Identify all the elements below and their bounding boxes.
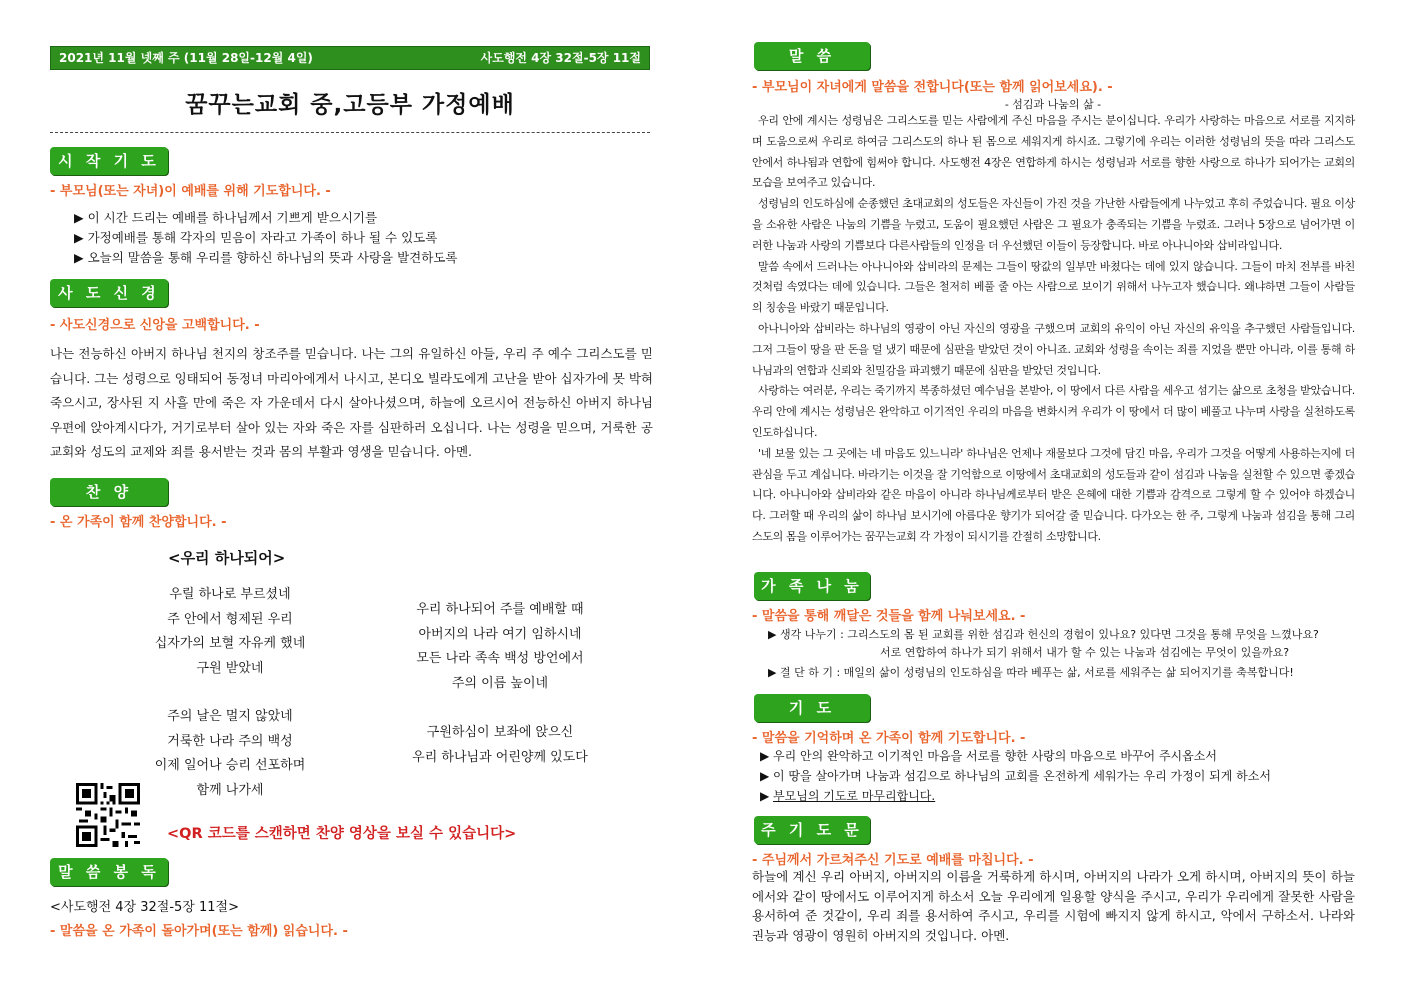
opening-prayer-item-1: ▶ 이 시간 드리는 예배를 하나님께서 기쁘게 받으시기를 — [74, 210, 378, 225]
passage-reference: 사도행전 4장 32절-5장 11절 — [480, 51, 641, 65]
opening-prayer-item-3: ▶ 오늘의 말씀을 통해 우리를 향하신 하나님의 뜻과 사랑을 발견하도록 — [74, 250, 458, 265]
opening-prayer-subtitle: - 부모님(또는 자녀)이 예배를 위해 기도합니다. - — [50, 184, 331, 199]
sermon-heading: - 섬김과 나눔의 삶 - — [1004, 98, 1102, 111]
creed-badge: 사 도 신 경 — [50, 279, 168, 307]
sermon-paragraph: 사랑하는 여러분, 우리는 죽기까지 복종하셨던 예수님을 본받아, 이 땅에서 다른 사람을 세우고 섬기는 삶으로 초청을 받았습니다. 우리 안에 계시는 성령님은 완악하고 이기적인 우리의 마음을 변화시켜 우리가 이 땅에서 더 많이 베풀고 나누며 사랑을 실천하도록 인도하십니다. — [752, 384, 1355, 439]
lords-prayer-badge: 주 기 도 문 — [754, 816, 870, 844]
lyric-line: 주 안에서 형제된 우리 — [167, 611, 293, 627]
sharing-question-1 — [768, 626, 1319, 642]
sharing-decision — [768, 664, 1294, 680]
scripture-subtitle: - 말씀을 온 가족이 돌아가며(또는 함께) 읽습니다. - — [50, 924, 348, 939]
sermon-body — [752, 111, 1355, 548]
prayer-subtitle: - 말씀을 기억하며 온 가족이 함께 기도합니다. - — [752, 731, 1026, 746]
opening-prayer-badge: 시 작 기 도 — [50, 147, 168, 175]
prayer-badge: 기 도 — [754, 694, 870, 722]
lords-prayer-text: 하늘에 계신 우리 아버지, 아버지의 이름을 거룩하게 하시며, 아버지의 나라가 오게 하시며, 아버지의 뜻이 하늘에서와 같이 땅에서도 이루어지게 하소서 오늘 우리에게 일용할 양식을 주시고, 우리가 우리에게 잘못한 사람을 용서하여 준 것같이, 우리 죄를 용서하여 주시고, 우리를 시험에 빠지지 않게 하시고, 악에서 구하소서. 나라와 권능과 영광이 영원히 아버지의 것입니다. 아멘. — [752, 869, 1355, 943]
lyric-line: 우리 하나되어 주를 예배할 때 — [416, 602, 584, 617]
prayer-item-3-text: 부모님의 기도로 마무리합니다. — [773, 789, 936, 803]
date-range: 2021년 11월 넷째 주 (11월 28일-12월 4일) — [59, 51, 313, 65]
sermon-badge: 말 씀 — [754, 42, 870, 70]
sermon-paragraph: 우리 안에 계시는 성령님은 그리스도를 믿는 사람에게 주신 마음을 주시는 분이십니다. 우리가 사랑하는 마음으로 서로를 지지하며 도움으로써 우리로 하여금 그리스도의 하나 된 몸으로 세워지게 하시죠. 그렇기에 우리는 이러한 성령님의 뜻을 따라 그리스도 안에서 하나됨과 연합에 힘써야 합니다. 사도행전 4장은 연합하게 하시는 성령님과 서로를 향한 사랑으로 하나가 되어가는 교회의 모습을 보여주고 있습니다. — [752, 114, 1355, 190]
lyric-line: 우리 하나님과 어린양께 있도다 — [412, 749, 588, 765]
sharing-question-1-line-2: 서로 연합하여 하나가 되기 위해서 내가 할 수 있는 나눔과 섬김에는 무엇이 있을까요? — [880, 646, 1290, 659]
lyric-line: 구원하심이 보좌에 앉으신 — [426, 725, 574, 740]
praise-subtitle: - 온 가족이 함께 찬양합니다. - — [50, 515, 227, 530]
family-sharing-badge: 가 족 나 눔 — [754, 572, 870, 600]
song-title: <우리 하나되어> — [168, 549, 286, 567]
lyric-line: 이제 일어나 승리 선포하며 — [154, 758, 306, 773]
qr-code-icon[interactable] — [76, 783, 140, 847]
sharing-question-1-text: 그리스도의 몸 된 교회를 위한 섬김과 헌신의 경험이 있나요? 있다면 그것을 통해 무엇을 느꼈나요? — [847, 628, 1319, 641]
lyric-line: 주의 날은 멀지 않았네 — [167, 709, 293, 724]
lyric-line: 십자가의 보혈 자유케 했네 — [154, 636, 306, 651]
lyric-line: 주의 이름 높이네 — [451, 675, 549, 691]
prayer-item-3-bullet: ▶ — [760, 789, 774, 803]
qr-note: <QR 코드를 스캔하면 찬양 영상을 보실 수 있습니다> — [167, 826, 517, 842]
lyric-line: 구원 받았네 — [196, 660, 264, 676]
sharing-decision-label: ▶ 결 단 하 기 : — [768, 666, 844, 679]
dashed-divider — [50, 132, 650, 133]
creed-text: 나는 전능하신 아버지 하나님 천지의 창조주를 믿습니다. 나는 그의 유일하신 아들, 우리 주 예수 그리스도를 믿습니다. 그는 성령으로 잉태되어 동정녀 마리아에게서 나시고, 본디오 빌라도에게 고난을 받아 십자가에 못 박혀 죽으시고, 장사된 지 사흘 만에 죽은 자 가운데서 다시 살아나셨으며, 하늘에 오르시어 전능하신 아버지 하나님 우편에 앉아계시다가, 거기로부터 살아 있는 자와 죽은 자를 심판하러 오십니다. 나는 성령을 믿으며, 거룩한 공교회와 성도의 교제와 죄를 용서받는 것과 몸의 부활과 영생을 믿습니다. 아멘. — [50, 346, 653, 459]
lyric-line: 함께 나가세 — [196, 782, 264, 798]
lyric-line: 우릴 하나로 부르셨네 — [169, 587, 291, 602]
scripture-badge: 말 씀 봉 독 — [50, 858, 168, 886]
song-right-verse-2 — [390, 721, 610, 770]
scripture-reference: <사도행전 4장 32절-5장 11절> — [50, 900, 239, 915]
song-left-verse-1 — [130, 583, 330, 681]
sermon-paragraph: '네 보물 있는 그 곳에는 네 마음도 있느니라' 하나님은 언제나 재물보다 그것에 담긴 마음, 우리가 그것을 어떻게 사용하는지에 더 관심을 두고 계십니다. 바라기는 이것을 잘 기억함으로 이땅에서 초대교회의 성도들과 같이 섬김과 나눔을 실천할 수 있으면 좋겠습니다. 아나니아와 삽비라와 같은 마음이 아니라 하나님께로부터 받은 은혜에 대한 기쁨과 감격으로 그렇게 할 수 있어야 하겠습니다. 그러할 때 우리의 삶이 하나님 보시기에 아름다운 향기가 되어갈 줄 믿습니다. 다가오는 한 주, 그렇게 나눔과 섬김을 통해 그리스도의 몸을 이루어가는 꿈꾸는교회 각 가정이 되시기를 간절히 소망합니다. — [752, 446, 1355, 543]
prayer-item-1: ▶ 우리 안의 완악하고 이기적인 마음을 서로를 향한 사랑의 마음으로 바꾸어 주시옵소서 — [760, 749, 1217, 763]
lyric-line: 아버지의 나라 여기 임하시네 — [418, 626, 582, 642]
sharing-question-1-label: ▶ 생각 나누기 : — [768, 628, 848, 641]
prayer-item-2: ▶ 이 땅을 살아가며 나눔과 섬김으로 하나님의 교회를 온전하게 세워가는 우리 가정이 되게 하소서 — [760, 769, 1271, 783]
header-bar — [50, 46, 650, 70]
prayer-item-3 — [760, 787, 935, 804]
sermon-paragraph: 성령님의 인도하심에 순종했던 초대교회의 성도들은 자신들이 가진 것을 가난한 사람들에게 나누었고 후히 주었습니다. 필요 이상을 소유한 사람은 나눔의 기쁨을 누렸고, 도움이 필요했던 사람은 그 필요가 충족되는 기쁨을 누렸죠. 그러나 5장으로 넘어가면 이러한 나눔과 사랑의 기쁨보다 다른사람들의 인정을 더 우선했던 이들이 등장합니다. 바로 아나니아와 삽비라입니다. — [752, 197, 1355, 252]
sermon-paragraph: 아나니아와 삽비라는 하나님의 영광이 아닌 자신의 영광을 구했으며 교회의 유익이 아닌 자신의 유익을 추구했던 사람들입니다. 그저 그들이 땅을 판 돈을 덜 냈기 때문에 심판을 받았던 것이 아니죠. 교회와 성령을 속이는 죄를 지었을 뿐만 아니라, 이를 통해 하나님과의 연합과 신뢰와 친밀감을 파괴했기 때문에 심판을 받았던 것입니다. — [752, 321, 1355, 377]
lyric-line: 거룩한 나라 주의 백성 — [167, 733, 293, 749]
sharing-decision-text: 매일의 삶이 성령님의 인도하심을 따라 베푸는 삶, 서로를 세워주는 삶 되어지기를 축복합니다! — [843, 666, 1294, 679]
sermon-paragraph: 말씀 속에서 드러나는 아나니아와 삽비라의 문제는 그들이 땅값의 일부만 바쳤다는 데에 있지 않습니다. 그들이 마치 전부를 바친 것처럼 속였다는 데에 있습니다. 그들은 철저히 베풀 줄 아는 사람으로 보이기 위해서 나누고자 했습니다. 왜냐하면 그들이 사람들의 칭송을 바랐기 때문입니다. — [752, 259, 1355, 315]
family-sharing-subtitle: - 말씀을 통해 깨달은 것들을 함께 나눠보세요. - — [752, 609, 1026, 624]
praise-badge: 찬 양 — [50, 478, 168, 506]
creed-subtitle: - 사도신경으로 신앙을 고백합니다. - — [50, 318, 260, 333]
opening-prayer-item-2: ▶ 가정예배를 통해 각자의 믿음이 자라고 가족이 하나 될 수 있도록 — [74, 230, 438, 245]
page-title: 꿈꾸는교회 중,고등부 가정예배 — [185, 92, 515, 118]
sermon-subtitle: - 부모님이 자녀에게 말씀을 전합니다(또는 함께 읽어보세요). - — [752, 80, 1113, 95]
lords-prayer-subtitle: - 주님께서 가르쳐주신 기도로 예배를 마칩니다. - — [752, 853, 1034, 868]
song-left-verse-2 — [130, 705, 330, 803]
song-right-verse-1 — [390, 598, 610, 696]
lyric-line: 모든 나라 족속 백성 방언에서 — [416, 651, 584, 666]
